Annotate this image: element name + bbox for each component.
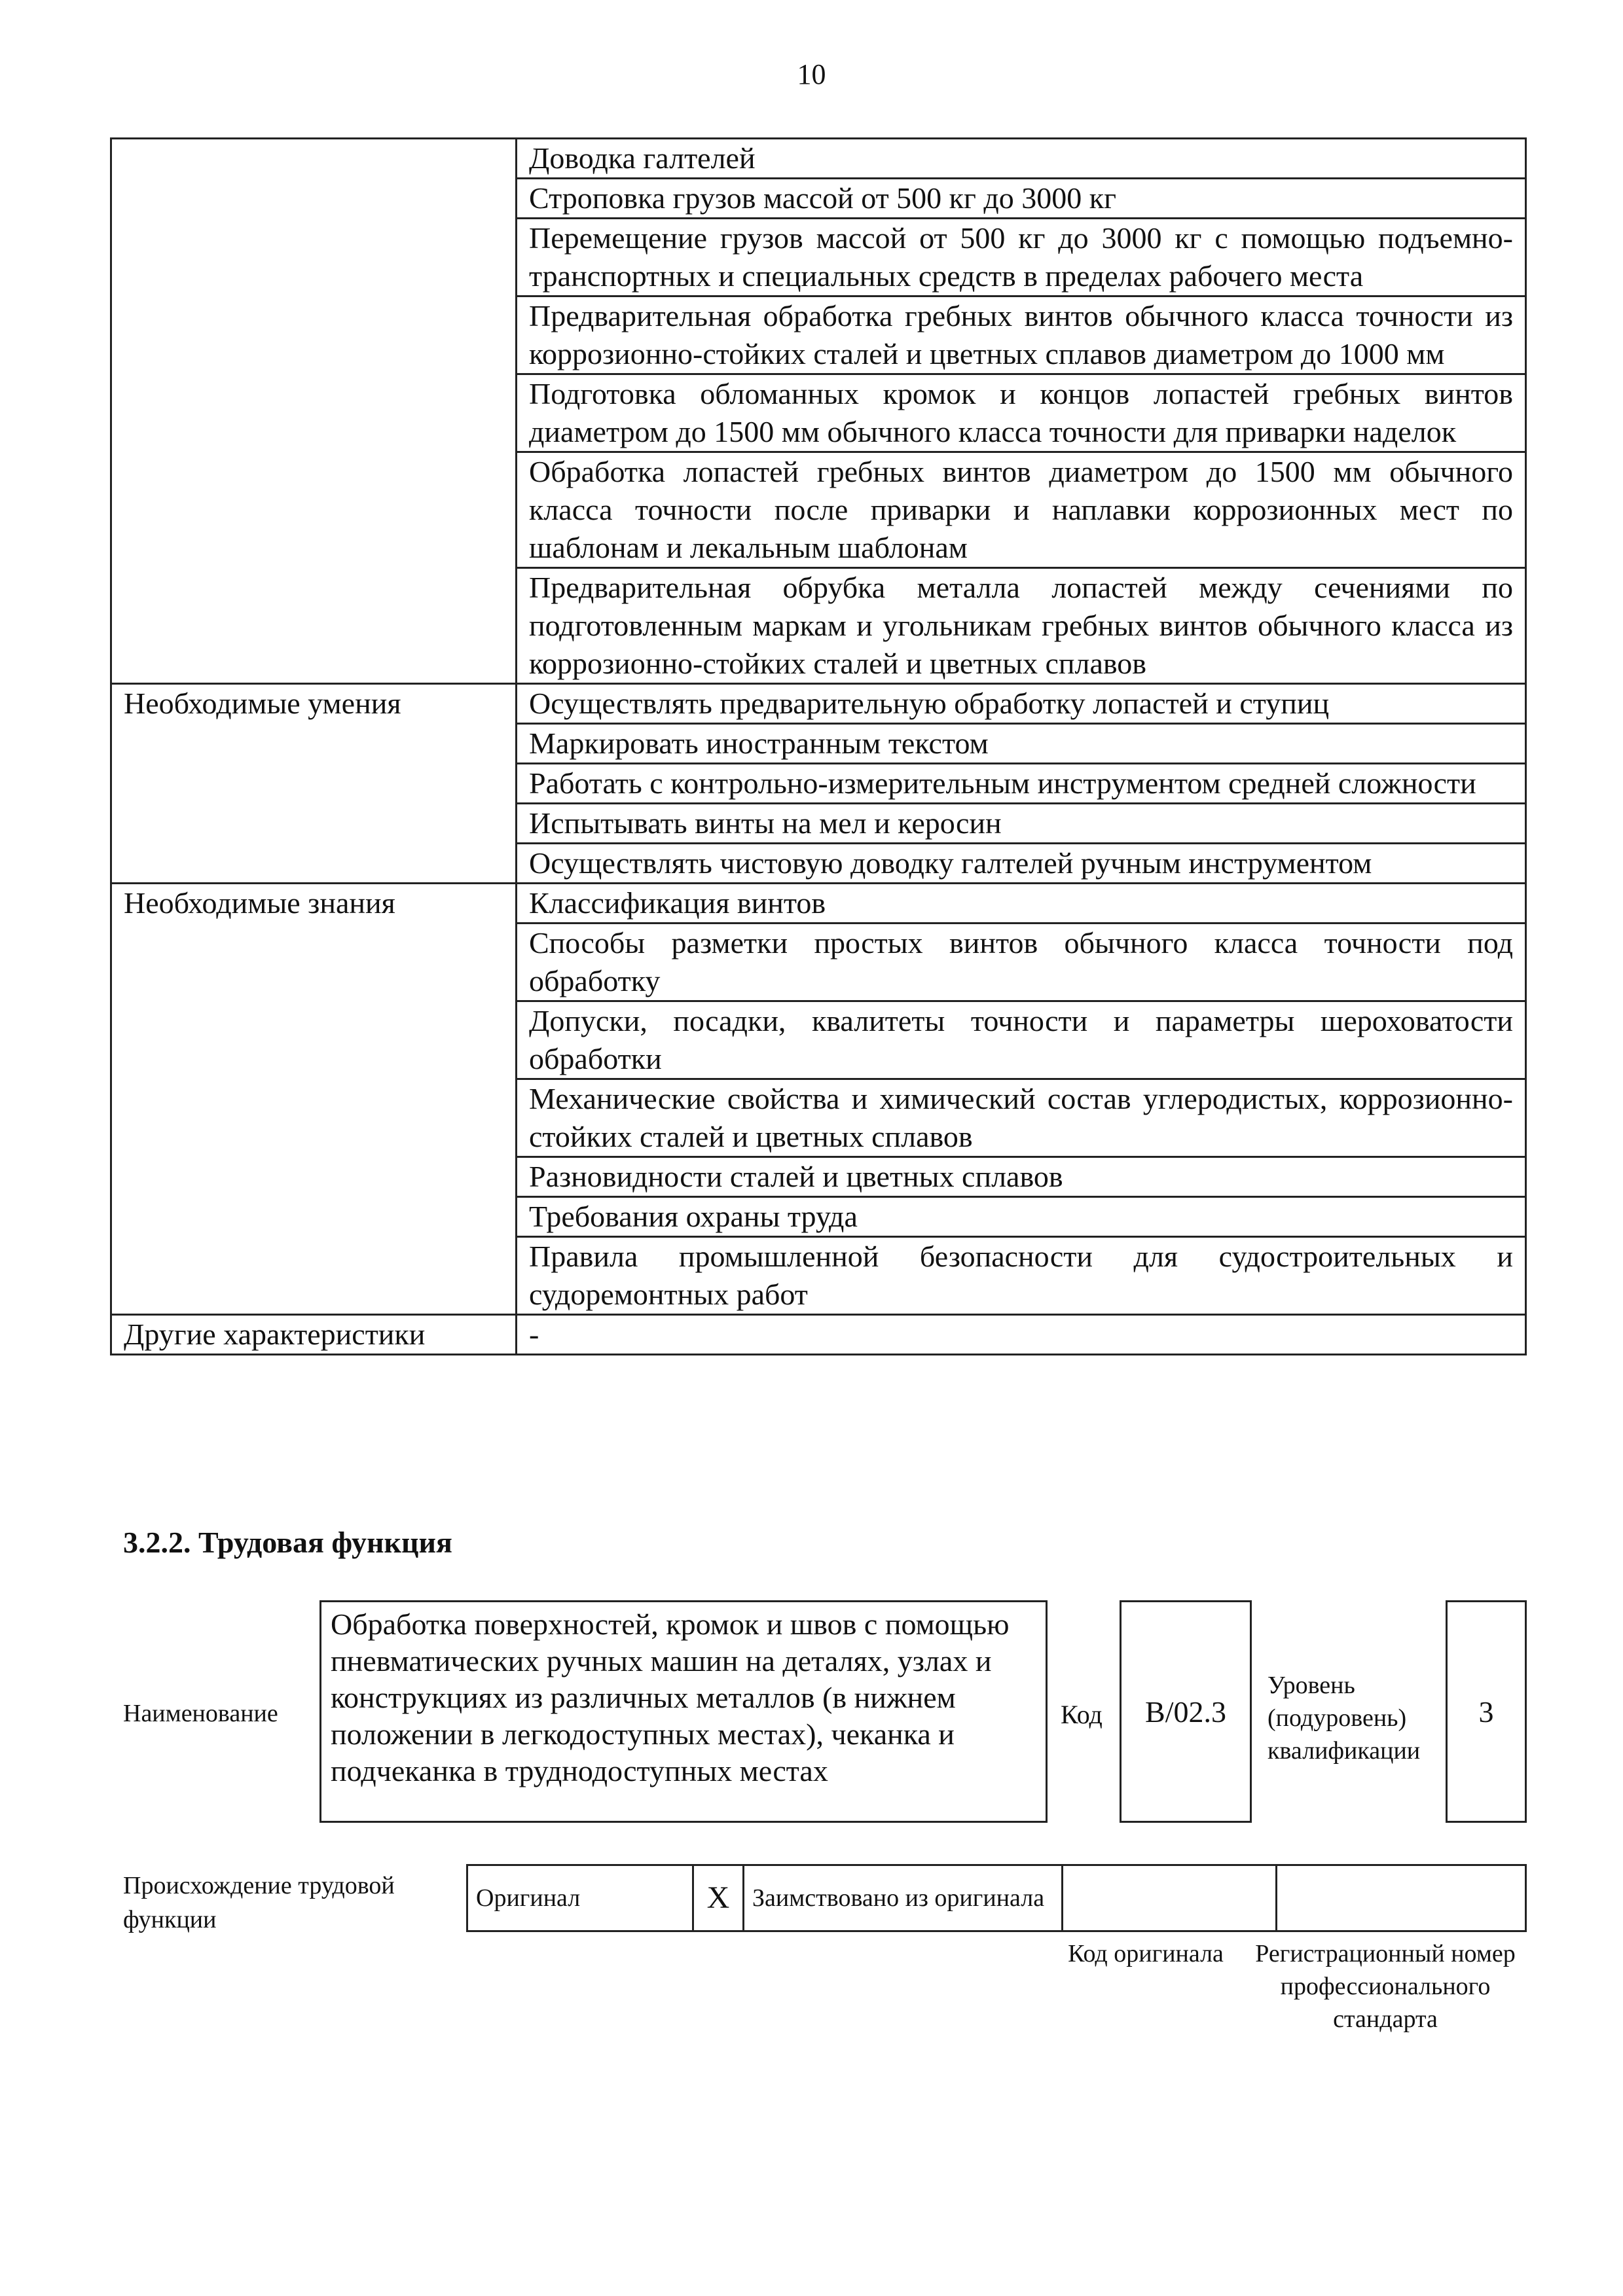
requirement-item: Классификация винтов xyxy=(517,884,1526,924)
requirement-item: Осуществлять чистовую доводку галтелей ручным инструментом xyxy=(517,844,1526,884)
function-name-box: Обработка поверхностей, кромок и швов с помощью пневматических ручных машин на деталях, узлах и конструкциях из различных металлов (в нижнем положении в легкодоступных местах), чеканка и подчеканка в труднодоступных местах xyxy=(319,1600,1048,1823)
requirement-item: Допуски, посадки, квалитеты точности и параметры шероховатости обработки xyxy=(517,1001,1526,1079)
requirement-item: Предварительная обработка гребных винтов обычного класса точности из коррозионно-стойких сталей и цветных сплавов диаметром до 1000 мм xyxy=(517,296,1526,374)
requirement-item: Испытывать винты на мел и керосин xyxy=(517,804,1526,844)
requirement-item: Работать с контрольно-измерительным инструментом средней сложности xyxy=(517,764,1526,804)
code-original-caption: Код оригинала xyxy=(1068,1940,1224,1967)
page-number: 10 xyxy=(797,58,826,90)
requirement-item: Доводка галтелей xyxy=(517,139,1526,179)
requirement-item: Маркировать иностранным текстом xyxy=(517,724,1526,764)
requirement-item: Правила промышленной безопасности для судостроительных и судоремонтных работ xyxy=(517,1237,1526,1315)
table-row xyxy=(111,1315,1526,1355)
registration-number-cell xyxy=(1277,1865,1526,1931)
requirement-item: Осуществлять предварительную обработку лопастей и ступиц xyxy=(517,684,1526,724)
row-group-label: Необходимые знания xyxy=(111,884,517,1315)
name-label: Наименование xyxy=(123,1700,278,1727)
qualification-level-label: Уровень (подуровень) квалификации xyxy=(1267,1672,1421,1765)
original-code-cell xyxy=(1063,1865,1277,1931)
row-group-label xyxy=(111,139,517,684)
registration-number-caption: Регистрационный номер профессионального стандарта xyxy=(1255,1940,1516,2033)
table-row xyxy=(111,139,1526,179)
requirement-item: Способы разметки простых винтов обычного класса точности под обработку xyxy=(517,924,1526,1001)
origin-label: Происхождение трудовой функции xyxy=(123,1872,395,1933)
qualification-level-box: 3 xyxy=(1446,1600,1527,1823)
code-label: Код xyxy=(1061,1700,1103,1729)
row-group-label: Другие характеристики xyxy=(111,1315,517,1355)
requirement-item: Механические свойства и химический состав углеродистых, коррозионно-стойких сталей и цветных сплавов xyxy=(517,1079,1526,1157)
requirement-item: Разновидности сталей и цветных сплавов xyxy=(517,1157,1526,1197)
original-mark-cell: X xyxy=(693,1865,744,1931)
origin-table xyxy=(466,1864,1527,1932)
requirement-item: Требования охраны труда xyxy=(517,1197,1526,1237)
requirement-item: Строповка грузов массой от 500 кг до 3000 кг xyxy=(517,179,1526,219)
borrowed-label-cell: Заимствовано из оригинала xyxy=(744,1865,1063,1931)
requirement-item: Перемещение грузов массой от 500 кг до 3000 кг с помощью подъемно-транспортных и специальных средств в пределах рабочего места xyxy=(517,219,1526,296)
section-heading: 3.2.2. Трудовая функция xyxy=(123,1526,452,1559)
requirement-item: Обработка лопастей гребных винтов диаметром до 1500 мм обычного класса точности после приварки и наплавки коррозионных мест по шаблонам и лекальным шаблонам xyxy=(517,452,1526,568)
requirement-item: Подготовка обломанных кромок и концов лопастей гребных винтов диаметром до 1500 мм обычного класса точности для приварки наделок xyxy=(517,374,1526,452)
requirement-item: Предварительная обрубка металла лопастей между сечениями по подготовленным маркам и угольникам гребных винтов обычного класса из коррозионно-стойких сталей и цветных сплавов xyxy=(517,568,1526,684)
requirements-table xyxy=(110,137,1527,1355)
row-group-label: Необходимые умения xyxy=(111,684,517,884)
table-row xyxy=(111,684,1526,724)
original-label-cell: Оригинал xyxy=(467,1865,693,1931)
function-code-box: B/02.3 xyxy=(1120,1600,1252,1823)
requirement-item: - xyxy=(517,1315,1526,1355)
table-row xyxy=(111,884,1526,924)
